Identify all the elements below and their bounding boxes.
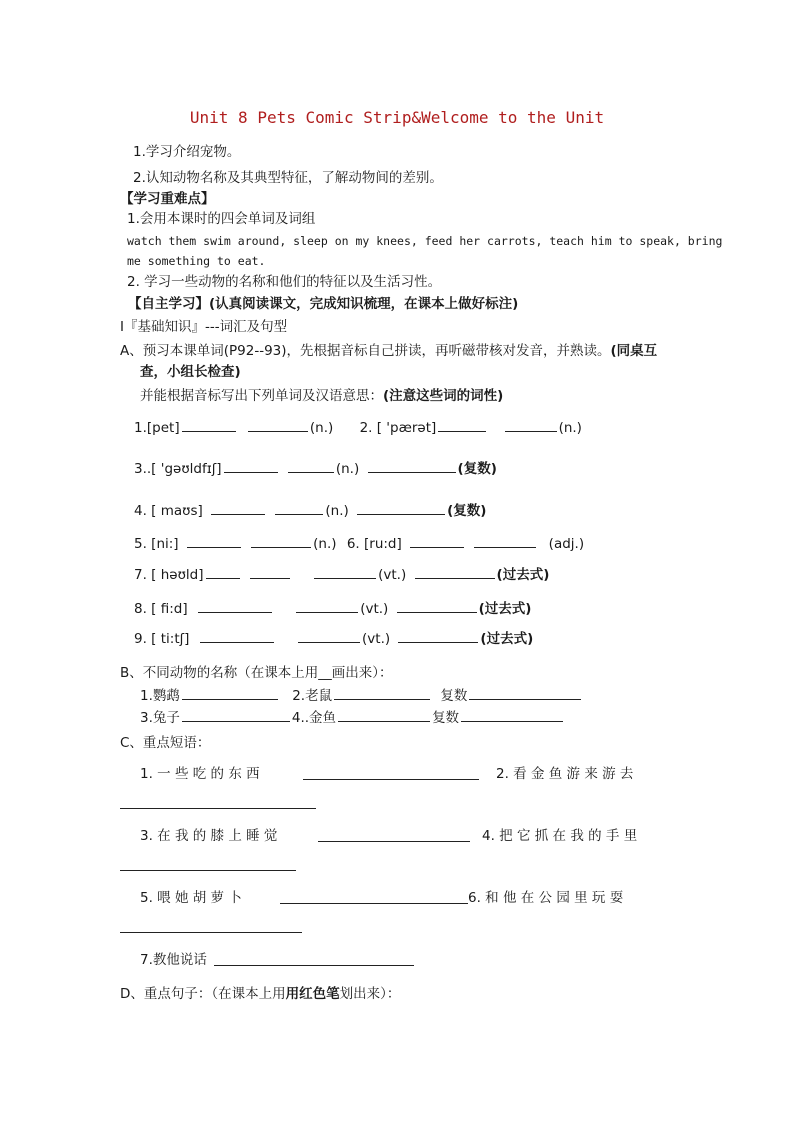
section-a-note: (同桌互 <box>610 343 658 359</box>
vocab-phonetic-pet: 1.[pet] <box>134 420 180 436</box>
vocab-phonetic-rude: 6. [ru:d] <box>346 536 402 552</box>
section-a-line-3 <box>140 387 503 405</box>
vocab-item-8 <box>134 599 531 618</box>
vocab-item-4 <box>134 501 486 520</box>
vocab-item-3 <box>134 459 497 478</box>
phrase-1: 1. 一 些 吃 的 东 西 <box>140 766 260 782</box>
part-of-speech: (vt.) <box>378 567 407 583</box>
answer-blank[interactable] <box>461 708 563 722</box>
answer-blank[interactable] <box>474 534 536 548</box>
answer-blank[interactable] <box>298 629 360 643</box>
vocab-phonetic-parrot: 2. [ 'pærət] <box>359 420 437 436</box>
self-study-heading: 【自主学习】(认真阅读课文，完成知识梳理，在课本上做好标注) <box>128 296 519 312</box>
answer-blank[interactable] <box>182 708 290 722</box>
vocab-phonetic-mouse: 4. [ maʊs] <box>134 503 203 519</box>
basic-knowledge-heading: I『基础知识』---词汇及句型 <box>120 319 288 335</box>
answer-blank[interactable] <box>398 629 478 643</box>
answer-blank[interactable] <box>120 808 316 809</box>
answer-blank[interactable] <box>415 565 495 579</box>
vocab-phonetic-teach: 9. [ ti:tʃ] <box>134 631 190 647</box>
answer-blank[interactable] <box>206 565 240 579</box>
key-phrases-line-2: me something to eat. <box>127 254 266 268</box>
plural-label: 复数 <box>440 688 468 704</box>
part-of-speech: (vt.) <box>362 631 391 647</box>
section-a-line-2: 查，小组长检查) <box>140 364 241 380</box>
section-b-heading <box>120 664 393 682</box>
key-points-heading: 【学习重难点】 <box>120 191 215 207</box>
answer-blank[interactable] <box>318 841 470 842</box>
answer-blank[interactable] <box>187 534 241 548</box>
plural-label: (复数) <box>457 461 497 477</box>
section-d-heading-end: 划出来）： <box>339 986 401 1002</box>
answer-blank[interactable] <box>275 501 323 515</box>
answer-blank[interactable] <box>314 565 376 579</box>
past-tense-label: (过去式) <box>478 601 532 617</box>
underline-mark: __ <box>318 665 332 681</box>
phrase-6: 6. 和 他 在 公 园 里 玩 耍 <box>468 890 624 906</box>
document-title: Unit 8 Pets Comic Strip&Welcome to the Unit <box>189 108 605 127</box>
part-of-speech: (n.) <box>325 503 349 519</box>
section-b-heading-text: B、不同动物的名称（在课本上用 <box>120 665 319 681</box>
part-of-speech: (adj.) <box>548 536 585 552</box>
answer-blank[interactable] <box>397 599 477 613</box>
answer-blank[interactable] <box>280 903 468 904</box>
plural-label: (复数) <box>447 503 487 519</box>
vocab-phonetic-knee: 5. [ni:] <box>134 536 179 552</box>
answer-blank[interactable] <box>248 418 308 432</box>
vocab-phonetic-hold: 7. [ həʊld] <box>134 567 204 583</box>
objective-2: 2.认知动物名称及其典型特征，了解动物间的差别。 <box>133 170 443 186</box>
answer-blank[interactable] <box>469 686 581 700</box>
vocab-phonetic-goldfish: 3..[ 'gəʊldfɪʃ] <box>134 461 222 477</box>
phrase-3: 3. 在 我 的 膝 上 睡 觉 <box>140 828 278 844</box>
vocab-item-5-6 <box>134 534 584 553</box>
answer-blank[interactable] <box>200 629 274 643</box>
key-point-1: 1.会用本课时的四会单词及词组 <box>127 211 316 227</box>
vocab-item-9 <box>134 629 533 648</box>
answer-blank[interactable] <box>214 965 414 966</box>
answer-blank[interactable] <box>211 501 265 515</box>
section-a-instruction: A、预习本课单词(P92--93)，先根据音标自己拼读，再听磁带核对发音，并熟读。 <box>120 343 611 359</box>
answer-blank[interactable] <box>357 501 445 515</box>
answer-blank[interactable] <box>182 686 278 700</box>
part-of-speech: (vt.) <box>360 601 389 617</box>
vocab-item-7 <box>134 565 549 584</box>
part-of-speech: (n.) <box>309 420 334 436</box>
answer-blank[interactable] <box>410 534 464 548</box>
answer-blank[interactable] <box>198 599 272 613</box>
section-a-task: 并能根据音标写出下列单词及汉语意思： <box>140 388 383 404</box>
section-c-heading: C、重点短语： <box>120 735 211 751</box>
answer-blank[interactable] <box>368 459 456 473</box>
vocab-item-1-2 <box>134 418 582 437</box>
animal-mouse: 2.老鼠 <box>292 688 333 704</box>
objective-1: 1.学习介绍宠物。 <box>133 144 241 160</box>
animal-rabbit: 3.兔子 <box>140 710 180 726</box>
phrase-7: 7.教他说话 <box>140 952 207 968</box>
section-d-heading-text: D、重点句子：（在课本上用 <box>120 986 286 1002</box>
past-tense-label: (过去式) <box>496 567 550 583</box>
answer-blank[interactable] <box>182 418 236 432</box>
answer-blank[interactable] <box>505 418 557 432</box>
part-of-speech: (n.) <box>335 461 360 477</box>
part-of-speech: (n.) <box>313 536 337 552</box>
section-b-row-2 <box>140 708 565 727</box>
section-d-heading-bold: 用红色笔 <box>285 986 340 1002</box>
past-tense-label: (过去式) <box>480 631 534 647</box>
animal-goldfish: 4..金鱼 <box>291 710 337 726</box>
answer-blank[interactable] <box>250 565 290 579</box>
section-b-heading-end: 画出来）： <box>331 665 393 681</box>
section-a-pos-note: (注意这些词的词性) <box>383 388 504 404</box>
phrase-5: 5. 喂 她 胡 萝 卜 <box>140 890 242 906</box>
phrase-2: 2. 看 金 鱼 游 来 游 去 <box>496 766 634 782</box>
answer-blank[interactable] <box>288 459 334 473</box>
plural-label: 复数 <box>432 710 460 726</box>
key-phrases-line-1: watch them swim around, sleep on my knees, feed her carrots, teach him to speak, bring <box>127 234 723 248</box>
answer-blank[interactable] <box>251 534 311 548</box>
vocab-phonetic-feed: 8. [ fi:d] <box>134 601 188 617</box>
phrase-4: 4. 把 它 抓 在 我 的 手 里 <box>482 828 638 844</box>
section-d-heading <box>120 985 400 1003</box>
answer-blank[interactable] <box>334 686 430 700</box>
part-of-speech: (n.) <box>558 420 582 436</box>
section-b-row-1 <box>140 686 583 705</box>
animal-parrot: 1.鹦鹉 <box>140 688 180 704</box>
answer-blank[interactable] <box>224 459 278 473</box>
answer-blank[interactable] <box>438 418 486 432</box>
answer-blank[interactable] <box>120 870 296 871</box>
answer-blank[interactable] <box>120 932 302 933</box>
answer-blank[interactable] <box>296 599 358 613</box>
section-a-line-1 <box>120 342 657 360</box>
answer-blank[interactable] <box>303 779 479 780</box>
answer-blank[interactable] <box>338 708 430 722</box>
key-point-2: 2. 学习一些动物的名称和他们的特征以及生活习性。 <box>127 274 442 290</box>
